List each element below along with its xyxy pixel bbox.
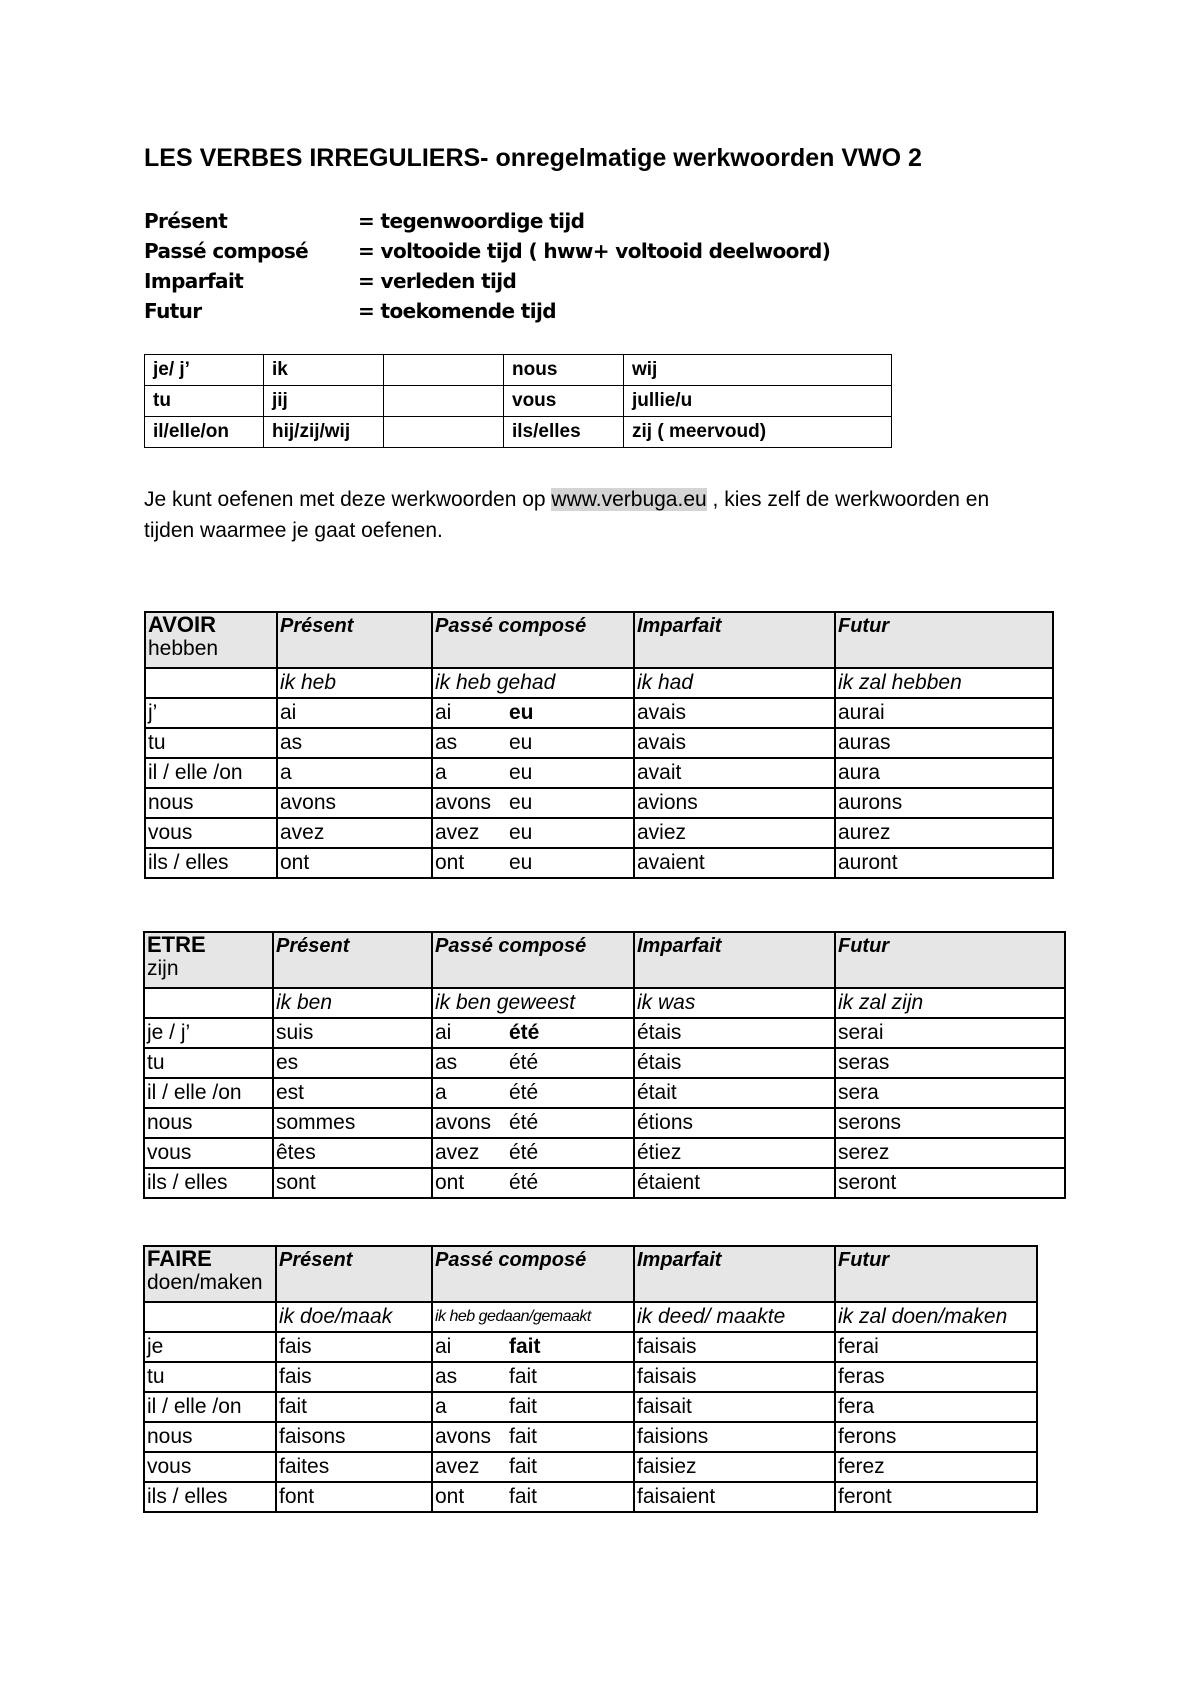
pronoun-fr: ils/elles [504, 417, 624, 448]
pronoun-cell: tu [144, 1362, 276, 1392]
futur-cell: serez [835, 1138, 1065, 1168]
definition-row [144, 266, 830, 296]
table-row [144, 1018, 1065, 1048]
imparfait-cell: étions [634, 1108, 835, 1138]
pronoun-fr: il/elle/on [145, 417, 264, 448]
pronoun-fr: je/ j’ [145, 355, 264, 386]
auxiliary: ai [435, 1335, 452, 1358]
page-title: LES VERBES IRREGULIERS- onregelmatige werkwoorden VWO 2 [144, 144, 922, 172]
pronoun-cell: tu [145, 728, 277, 758]
translation-cell: ik zal hebben [835, 668, 1053, 698]
present-cell: est [273, 1078, 432, 1108]
note-text: , kies zelf de werkwoorden en tijden waarmee je gaat oefenen. [144, 488, 990, 542]
imparfait-cell: avait [634, 758, 835, 788]
table-row [144, 1168, 1065, 1198]
participle: eu [509, 821, 533, 844]
tense-header: Passé composé [432, 612, 634, 668]
pronoun-cell: vous [145, 818, 277, 848]
empty-cell [144, 1302, 276, 1332]
verbuga-link[interactable]: www.verbuga.eu [551, 488, 707, 511]
imparfait-cell: étaient [634, 1168, 835, 1198]
auxiliary: ai [435, 701, 452, 724]
auxiliary: avez [435, 1455, 480, 1478]
pronoun-cell: nous [144, 1422, 276, 1452]
table-header-row [144, 932, 1065, 988]
passe-compose-cell [432, 1048, 634, 1078]
imparfait-cell: avaient [634, 848, 835, 878]
tense-header: Présent [273, 932, 432, 988]
present-cell: fait [276, 1392, 432, 1422]
present-cell: êtes [273, 1138, 432, 1168]
pronoun-fr: vous [504, 386, 624, 417]
verb-name: AVOIR [148, 612, 217, 637]
imparfait-cell: avions [634, 788, 835, 818]
table-row [144, 1108, 1065, 1138]
tense-header: Imparfait [634, 612, 835, 668]
definition-row [144, 206, 830, 236]
imparfait-cell: était [634, 1078, 835, 1108]
definition-meaning: = voltooide tijd ( hww+ voltooid deelwoord) [358, 239, 831, 263]
table-row [145, 818, 1053, 848]
imparfait-cell: faisais [634, 1362, 835, 1392]
table-row [145, 788, 1053, 818]
participle: eu [509, 851, 533, 874]
passe-compose-cell [432, 1422, 634, 1452]
table-row [145, 698, 1053, 728]
present-cell: sont [273, 1168, 432, 1198]
table-header-row [144, 1246, 1037, 1302]
empty-cell [145, 668, 277, 698]
auxiliary: avons [435, 791, 492, 814]
participle: fait [509, 1335, 541, 1358]
present-cell: font [276, 1482, 432, 1512]
table-row [144, 1138, 1065, 1168]
participle: fait [509, 1395, 538, 1418]
passe-compose-cell [432, 848, 634, 878]
auxiliary: a [435, 1395, 447, 1418]
imparfait-cell: faisions [634, 1422, 835, 1452]
pronoun-cell: je / j’ [144, 1018, 273, 1048]
translation-cell: ik ben geweest [432, 988, 634, 1018]
empty-cell [144, 988, 273, 1018]
futur-cell: aurons [835, 788, 1053, 818]
futur-cell: serons [835, 1108, 1065, 1138]
futur-cell: ferons [835, 1422, 1037, 1452]
translation-cell: ik zal zijn [835, 988, 1065, 1018]
present-cell: sommes [273, 1108, 432, 1138]
definition-term: Passé composé [144, 239, 309, 263]
passe-compose-cell [432, 1362, 634, 1392]
translation-cell: ik doe/maak [276, 1302, 432, 1332]
table-row [145, 728, 1053, 758]
definition-term: Futur [144, 299, 202, 323]
pronoun-nl: jullie/u [624, 386, 892, 417]
futur-cell: seront [835, 1168, 1065, 1198]
empty-cell [384, 355, 504, 386]
imparfait-cell: étais [634, 1048, 835, 1078]
imparfait-cell: étiez [634, 1138, 835, 1168]
table-row [145, 417, 892, 448]
auxiliary: ont [435, 851, 465, 874]
table-row [144, 1332, 1037, 1362]
verb-table-faire [143, 1245, 1038, 1513]
translation-cell: ik deed/ maakte [634, 1302, 835, 1332]
verb-table-avoir [144, 611, 1054, 879]
table-row [144, 1422, 1037, 1452]
auxiliary: avez [435, 1141, 480, 1164]
pronoun-nl: hij/zij/wij [264, 417, 384, 448]
table-row [144, 1482, 1037, 1512]
auxiliary: as [435, 1365, 458, 1388]
futur-cell: seras [835, 1048, 1065, 1078]
imparfait-cell: étais [634, 1018, 835, 1048]
tense-definitions [144, 206, 830, 326]
tense-header: Imparfait [634, 1246, 835, 1302]
auxiliary: as [435, 731, 458, 754]
auxiliary: a [435, 1081, 447, 1104]
participle: fait [509, 1425, 538, 1448]
table-row [144, 1392, 1037, 1422]
present-cell: a [277, 758, 432, 788]
passe-compose-cell [432, 1332, 634, 1362]
auxiliary: a [435, 761, 447, 784]
participle: été [509, 1051, 539, 1074]
imparfait-cell: avais [634, 698, 835, 728]
tense-header: Imparfait [634, 932, 835, 988]
futur-cell: aurez [835, 818, 1053, 848]
verb-translation: doen/maken [147, 1271, 263, 1294]
table-header-row [145, 612, 1053, 668]
futur-cell: feras [835, 1362, 1037, 1392]
imparfait-cell: faisaient [634, 1482, 835, 1512]
verb-heading [144, 1246, 276, 1302]
pronoun-cell: je [144, 1332, 276, 1362]
pronoun-table [144, 354, 892, 448]
verb-table-etre [143, 931, 1066, 1199]
tense-header: Passé composé [432, 1246, 634, 1302]
table-row [145, 386, 892, 417]
pronoun-cell: tu [144, 1048, 273, 1078]
futur-cell: fera [835, 1392, 1037, 1422]
pronoun-nl: zij ( meervoud) [624, 417, 892, 448]
imparfait-cell: aviez [634, 818, 835, 848]
tense-header: Présent [277, 612, 432, 668]
practice-note [144, 484, 1044, 546]
passe-compose-cell [432, 1108, 634, 1138]
passe-compose-cell [432, 818, 634, 848]
passe-compose-cell [432, 1018, 634, 1048]
present-cell: avons [277, 788, 432, 818]
translation-row [145, 668, 1053, 698]
tense-header: Futur [835, 932, 1065, 988]
definition-row [144, 236, 830, 266]
translation-cell: ik zal doen/maken [835, 1302, 1037, 1332]
definition-term: Imparfait [144, 269, 244, 293]
pronoun-cell: ils / elles [144, 1168, 273, 1198]
passe-compose-cell [432, 758, 634, 788]
participle: eu [509, 761, 533, 784]
verb-translation: hebben [148, 637, 219, 660]
verb-heading [144, 932, 273, 988]
auxiliary: avons [435, 1425, 492, 1448]
auxiliary: ont [435, 1485, 465, 1508]
present-cell: faisons [276, 1422, 432, 1452]
pronoun-cell: j’ [145, 698, 277, 728]
passe-compose-cell [432, 1078, 634, 1108]
translation-row [144, 988, 1065, 1018]
pronoun-cell: vous [144, 1138, 273, 1168]
futur-cell: sera [835, 1078, 1065, 1108]
translation-cell: ik heb [277, 668, 432, 698]
futur-cell: aura [835, 758, 1053, 788]
futur-cell: auront [835, 848, 1053, 878]
present-cell: avez [277, 818, 432, 848]
futur-cell: ferai [835, 1332, 1037, 1362]
pronoun-cell: nous [145, 788, 277, 818]
present-cell: fais [276, 1362, 432, 1392]
participle: fait [509, 1365, 538, 1388]
present-cell: es [273, 1048, 432, 1078]
pronoun-fr: nous [504, 355, 624, 386]
participle: été [509, 1111, 539, 1134]
verb-name: FAIRE [147, 1246, 212, 1271]
futur-cell: aurai [835, 698, 1053, 728]
definition-meaning: = verleden tijd [358, 269, 517, 293]
participle: fait [509, 1485, 538, 1508]
passe-compose-cell [432, 1138, 634, 1168]
present-cell: as [277, 728, 432, 758]
pronoun-fr: tu [145, 386, 264, 417]
futur-cell: serai [835, 1018, 1065, 1048]
participle: été [509, 1141, 539, 1164]
table-row [144, 1078, 1065, 1108]
empty-cell [384, 417, 504, 448]
table-row [145, 848, 1053, 878]
participle: eu [509, 701, 534, 724]
verb-heading [145, 612, 277, 668]
auxiliary: as [435, 1051, 458, 1074]
pronoun-nl: jij [264, 386, 384, 417]
imparfait-cell: faisais [634, 1332, 835, 1362]
pronoun-nl: wij [624, 355, 892, 386]
empty-cell [384, 386, 504, 417]
participle: eu [509, 731, 533, 754]
tense-header: Passé composé [432, 932, 634, 988]
tense-header: Futur [835, 1246, 1037, 1302]
definition-meaning: = tegenwoordige tijd [358, 209, 585, 233]
translation-cell: ik heb gedaan/gemaakt [432, 1302, 634, 1332]
tense-header: Futur [835, 612, 1053, 668]
table-row [144, 1452, 1037, 1482]
auxiliary: avez [435, 821, 480, 844]
participle: été [509, 1171, 539, 1194]
translation-cell: ik heb gehad [432, 668, 634, 698]
passe-compose-cell [432, 1482, 634, 1512]
translation-cell: ik was [634, 988, 835, 1018]
present-cell: suis [273, 1018, 432, 1048]
auxiliary: ont [435, 1171, 465, 1194]
definition-meaning: = toekomende tijd [358, 299, 556, 323]
participle: été [509, 1081, 539, 1104]
definition-term: Présent [144, 209, 228, 233]
translation-cell: ik had [634, 668, 835, 698]
verb-name: ETRE [147, 932, 206, 957]
pronoun-cell: ils / elles [144, 1482, 276, 1512]
table-row [145, 355, 892, 386]
definition-row [144, 296, 830, 326]
verb-translation: zijn [147, 957, 179, 980]
participle: eu [509, 791, 533, 814]
note-text: Je kunt oefenen met deze werkwoorden op [144, 488, 552, 511]
table-row [144, 1048, 1065, 1078]
present-cell: faites [276, 1452, 432, 1482]
futur-cell: feront [835, 1482, 1037, 1512]
futur-cell: ferez [835, 1452, 1037, 1482]
passe-compose-cell [432, 788, 634, 818]
pronoun-cell: il / elle /on [145, 758, 277, 788]
present-cell: fais [276, 1332, 432, 1362]
imparfait-cell: faisiez [634, 1452, 835, 1482]
passe-compose-cell [432, 1392, 634, 1422]
pronoun-nl: ik [264, 355, 384, 386]
present-cell: ont [277, 848, 432, 878]
translation-row [144, 1302, 1037, 1332]
auxiliary: avons [435, 1111, 492, 1134]
table-row [144, 1362, 1037, 1392]
passe-compose-cell [432, 1452, 634, 1482]
passe-compose-cell [432, 698, 634, 728]
translation-cell: ik ben [273, 988, 432, 1018]
table-row [145, 758, 1053, 788]
pronoun-cell: ils / elles [145, 848, 277, 878]
present-cell: ai [277, 698, 432, 728]
tense-header: Présent [276, 1246, 432, 1302]
auxiliary: ai [435, 1021, 452, 1044]
participle: été [509, 1021, 540, 1044]
passe-compose-cell [432, 728, 634, 758]
imparfait-cell: avais [634, 728, 835, 758]
pronoun-cell: nous [144, 1108, 273, 1138]
pronoun-cell: il / elle /on [144, 1392, 276, 1422]
imparfait-cell: faisait [634, 1392, 835, 1422]
pronoun-cell: vous [144, 1452, 276, 1482]
pronoun-cell: il / elle /on [144, 1078, 273, 1108]
futur-cell: auras [835, 728, 1053, 758]
participle: fait [509, 1455, 538, 1478]
passe-compose-cell [432, 1168, 634, 1198]
